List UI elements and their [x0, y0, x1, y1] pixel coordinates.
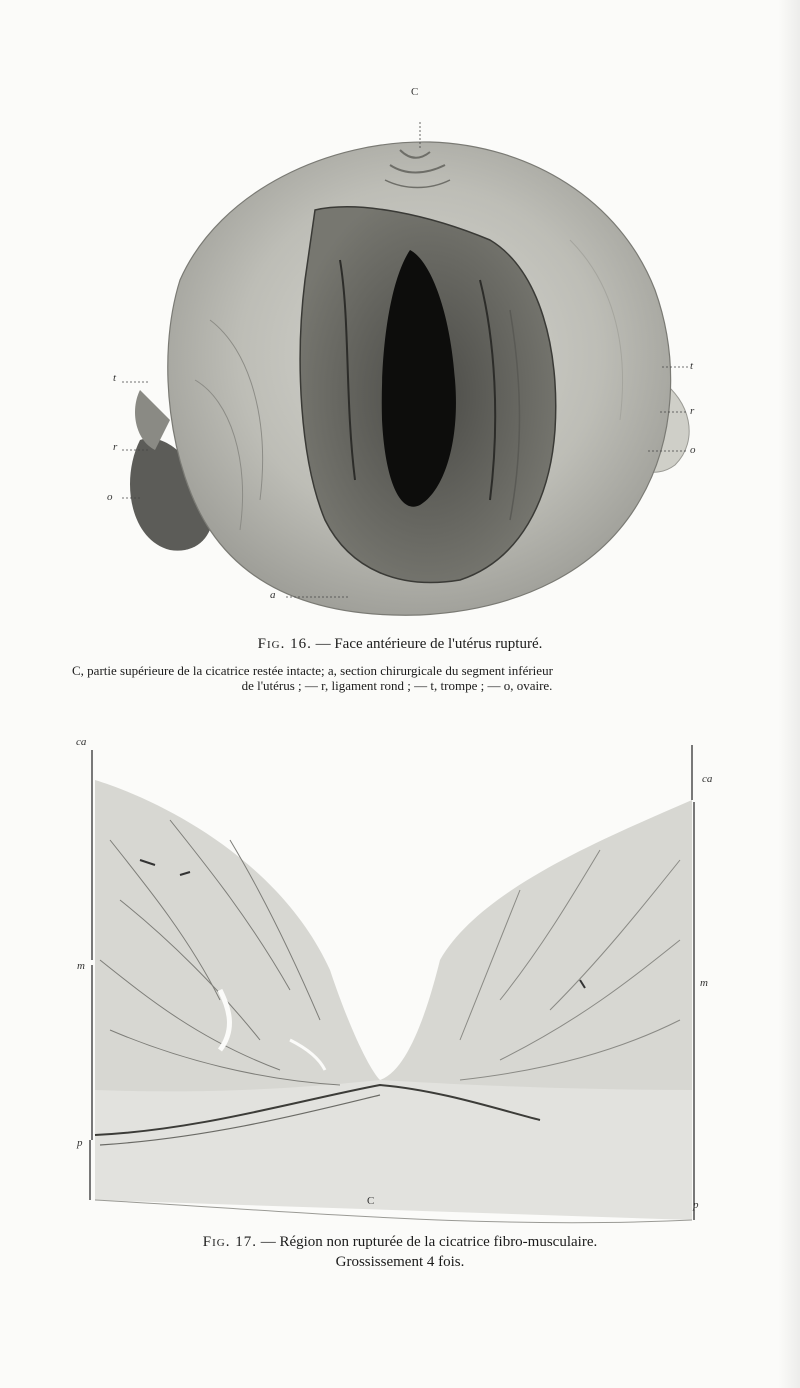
- fig16-label-left-r: r: [113, 441, 118, 453]
- fig16-label-left-t: t: [113, 372, 117, 384]
- fig17-number: Fig. 17.: [202, 1234, 257, 1250]
- fig17-label-right-m: m: [700, 977, 708, 989]
- fig16-label-right-t: t: [690, 360, 694, 372]
- fig16-legend: [72, 663, 722, 693]
- fig17-label-right-ca: ca: [702, 773, 713, 785]
- fig16-caption-text: — Face antérieure de l'utérus rupturé.: [311, 636, 543, 652]
- fig16-caption-title: [0, 636, 800, 653]
- fig17-label-left-ca: ca: [76, 736, 87, 748]
- fig16-legend-line-1: C, partie supérieure de la cicatrice restée intacte; a, section chirurgicale du segment inférieur: [72, 663, 553, 678]
- fig17-label-left-m: m: [77, 960, 85, 972]
- fig17-caption: [0, 1232, 800, 1272]
- fig17-caption-text: — Région non rupturée de la cicatrice fibro-musculaire.: [256, 1234, 598, 1250]
- figure-17-histology-illustration: [80, 740, 713, 1240]
- fig16-label-a: a: [270, 589, 276, 601]
- fig16-label-left-o: o: [107, 491, 113, 503]
- fig16-label-right-o: o: [690, 444, 696, 456]
- fig16-label-right-r: r: [690, 405, 695, 417]
- fig17-label-right-p: p: [693, 1199, 699, 1211]
- fig16-legend-line-2: de l'utérus ; — r, ligament rond ; — t, trompe ; — o, ovaire.: [241, 678, 553, 693]
- fig17-label-left-p: p: [77, 1137, 83, 1149]
- figure-16-uterus-illustration: [100, 120, 720, 630]
- fig16-number: Fig. 16.: [257, 636, 312, 652]
- fig17-caption-line-2: Grossissement 4 fois.: [335, 1254, 465, 1270]
- page-edge-shadow: [778, 0, 800, 1388]
- fig17-label-C: C: [367, 1195, 375, 1207]
- fig16-label-C: C: [411, 86, 419, 98]
